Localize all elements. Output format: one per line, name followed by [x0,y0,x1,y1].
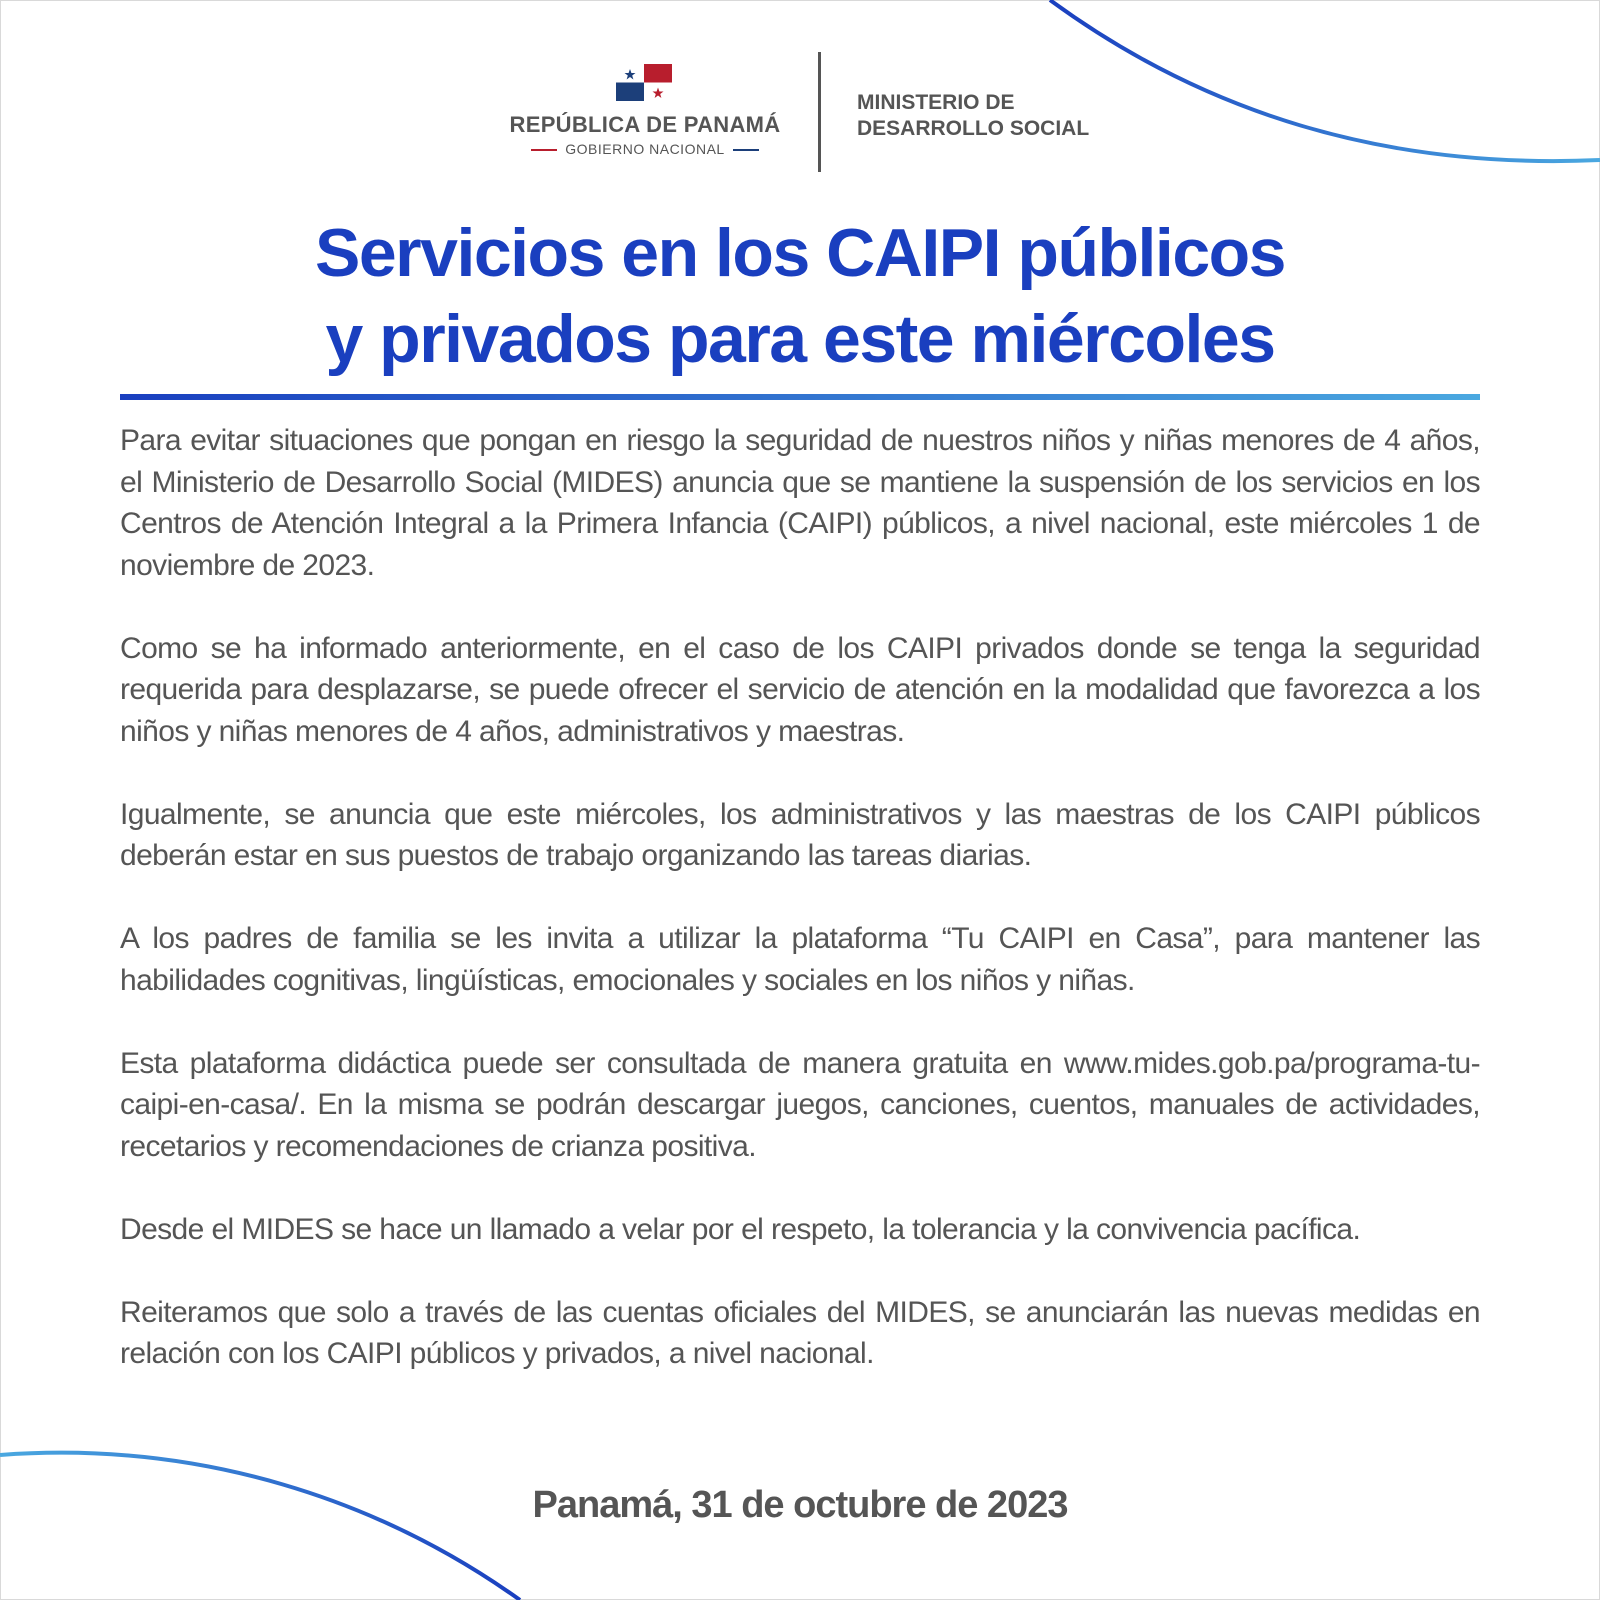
ministry-name-line2: DESARROLLO SOCIAL [857,117,1090,140]
ministry-name [857,90,1177,142]
paragraph-suspension: Para evitar situaciones que pongan en riesgo la seguridad de nuestros niños y niñas menores de 4 años, el Ministerio de Desarrollo Social (MIDES) anuncia que se mantiene la suspensión de los servicios en los Centros de Atención Integral a la Primera Infancia (CAIPI) públicos, a nivel nacional, este miércoles 1 de noviembre de 2023. [120,424,1480,582]
header [0,50,1600,175]
blue-dash-icon [733,149,759,151]
page-title [0,210,1600,382]
government-subtitle-text: GOBIERNO NACIONAL [565,141,725,157]
page-title-line2: y privados para este miércoles [325,301,1275,377]
paragraph-private-caipi: Como se ha informado anteriormente, en el caso de los CAIPI privados donde se tenga la seguridad requerida para desplazarse, se puede ofrecer el servicio de atención en la modalidad que favorezca a los niños y niñas menores de 4 años, administrativos y maestras. [120,631,1480,748]
footer-date: Panamá, 31 de octubre de 2023 [532,1484,1068,1526]
paragraph-parents: A los padres de familia se les invita a utilizar la plataforma “Tu CAIPI en Casa”, para mantener las habilidades cognitivas, lingüísticas, emocionales y sociales en los niños y niñas. [120,922,1480,997]
red-dash-icon [531,149,557,151]
government-subtitle [440,141,850,157]
paragraph-respect: Desde el MIDES se hace un llamado a velar por el respeto, la tolerancia y la convivencia pacífica. [120,1212,1361,1246]
ministry-name-line1: MINISTERIO DE [857,91,1015,114]
page-title-line1: Servicios en los CAIPI públicos [314,215,1285,291]
body-content [120,420,1480,1416]
title-underline [120,394,1480,400]
paragraph-platform: Esta plataforma didáctica puede ser consultada de manera gratuita en www.mides.gob.pa/programa-tu-caipi-en-casa/. En la misma se podrán descargar juegos, canciones, cuentos, manuales de actividades, recetarios y recomendaciones de crianza positiva. [120,1046,1480,1163]
header-divider [818,52,821,172]
government-title: REPÚBLICA DE PANAMÁ [509,112,781,137]
paragraph-official-accounts: Reiteramos que solo a través de las cuentas oficiales del MIDES, se anunciarán las nuevas medidas en relación con los CAIPI públicos y privados, a nivel nacional. [120,1295,1480,1370]
panama-flag-icon [616,64,672,101]
paragraph-staff: Igualmente, se anuncia que este miércoles, los administrativos y las maestras de los CAIPI públicos deberán estar en sus puestos de trabajo organizando las tareas diarias. [120,797,1480,872]
